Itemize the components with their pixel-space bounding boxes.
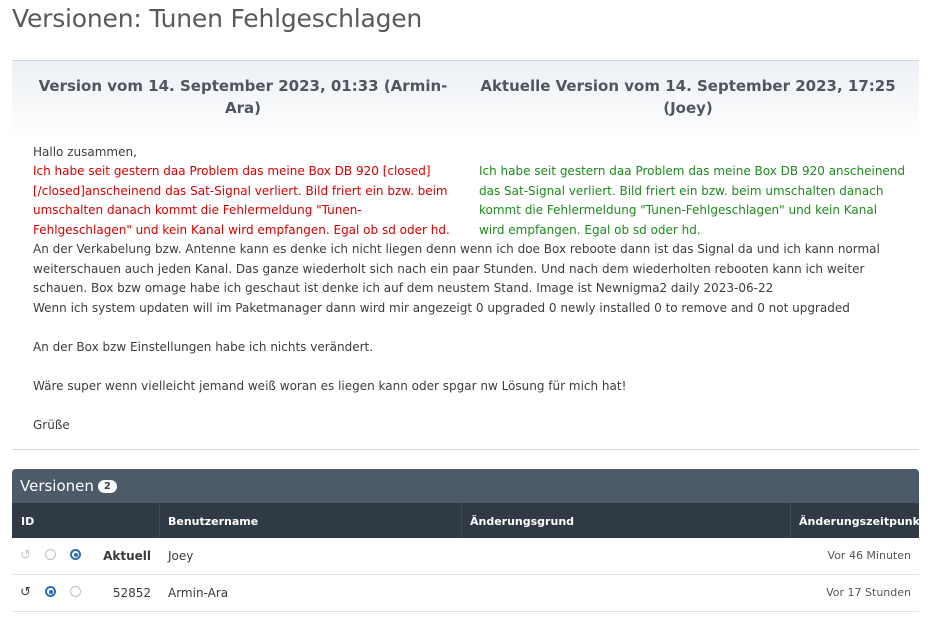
column-id[interactable]: ID <box>21 515 35 528</box>
added-text-block <box>479 162 909 240</box>
table-row <box>12 575 919 612</box>
versions-title-text: Versionen <box>20 477 94 495</box>
restore-icon[interactable]: ↺ <box>20 585 31 600</box>
removed-line: [/closed]anscheinend das Sat-Signal verliert. Bild friert ein bzw. beim <box>33 183 448 198</box>
column-change-time[interactable]: Änderungszeitpunkt <box>799 515 926 528</box>
versions-panel <box>12 469 926 612</box>
comparison-header <box>12 61 919 139</box>
version-id: 52852 <box>112 586 151 600</box>
column-change-reason[interactable]: Änderungsgrund <box>470 515 575 528</box>
version-id: Aktuell <box>103 549 151 563</box>
added-line: das Sat-Signal verliert. Bild friert ein bzw. beim umschalten danach <box>479 183 884 198</box>
versions-panel-header <box>12 469 919 503</box>
body-line: Wenn ich system updaten will im Paketmanager dann wird mir angezeigt 0 upgraded 0 newly installed 0 to remove and 0 not upgraded <box>33 300 850 315</box>
body-line: An der Verkabelung bzw. Antenne kann es denke ich nicht liegen denn wenn ich doe Box reboote dann ist das Signal da und ich kann normal <box>33 242 880 256</box>
compare-left-radio[interactable] <box>45 586 56 597</box>
version-username[interactable]: Armin-Ara <box>168 586 229 600</box>
added-line: wird empfangen. Egal ob sd oder hd. <box>479 222 701 237</box>
page-title: Versionen: Tunen Fehlgeschlagen <box>12 4 423 33</box>
body-paragraph: Wäre super wenn vielleicht jemand weiß woran es liegen kann oder spgar nw Lösung für mich hat! <box>33 378 627 393</box>
column-divider <box>461 503 462 538</box>
current-version-heading <box>474 75 902 119</box>
compare-right-radio[interactable] <box>70 549 81 560</box>
version-username[interactable]: Joey <box>168 549 194 563</box>
body-paragraph: An der Box bzw Einstellungen habe ich nichts verändert. <box>33 339 374 354</box>
greeting-text: Hallo zusammen, <box>33 145 137 159</box>
removed-line: Ich habe seit gestern daa Problem das meine Box DB 920 [closed] <box>33 164 431 178</box>
restore-icon: ↺ <box>20 548 31 563</box>
old-version-heading-text: Version vom 14. September 2023, 01:33 (Armin-Ara) <box>38 77 448 117</box>
body-line: weiterschauen auch jeden Kanal. Das ganze wiederholt sich nach ein paar Stunden. Und nach dem wiederholten rebooten kann ich weiter <box>33 261 865 276</box>
versions-title <box>20 477 117 495</box>
current-version-heading-line2: (Joey) <box>663 99 713 117</box>
current-version-heading-line1: Aktuelle Version vom 14. September 2023, 17:25 <box>480 77 896 95</box>
removed-line: Fehlgeschlagen" und kein Kanal wird empfangen. Egal ob sd oder hd. <box>33 222 450 237</box>
added-line: kommt die Fehlermeldung "Tunen-Fehlgeschlagen" und kein Kanal <box>479 203 878 217</box>
removed-line: umschalten danach kommt die Fehlermeldung "Tunen- <box>33 203 362 217</box>
version-time: Vor 46 Minuten <box>827 549 911 562</box>
added-line: Ich habe seit gestern daa Problem das meine Box DB 920 anscheinend <box>479 164 906 178</box>
signoff-text: Grüße <box>33 417 70 432</box>
old-version-heading <box>32 75 454 119</box>
version-time: Vor 17 Stunden <box>826 586 911 599</box>
body-line: schauen. Box bzw omage habe ich geschaut ist denke ich auf dem neustem Stand. Image ist Newnigma2 daily 2023-06-22 <box>33 281 774 295</box>
versions-table-header <box>12 503 926 538</box>
compare-right-radio[interactable] <box>70 586 81 597</box>
column-divider <box>790 503 791 538</box>
removed-text-block <box>33 162 463 240</box>
version-comparison <box>12 60 919 450</box>
column-username[interactable]: Benutzername <box>168 515 259 528</box>
table-row <box>12 538 919 575</box>
compare-left-radio[interactable] <box>45 549 56 560</box>
versions-count-badge: 2 <box>98 480 117 493</box>
column-divider <box>159 503 160 538</box>
